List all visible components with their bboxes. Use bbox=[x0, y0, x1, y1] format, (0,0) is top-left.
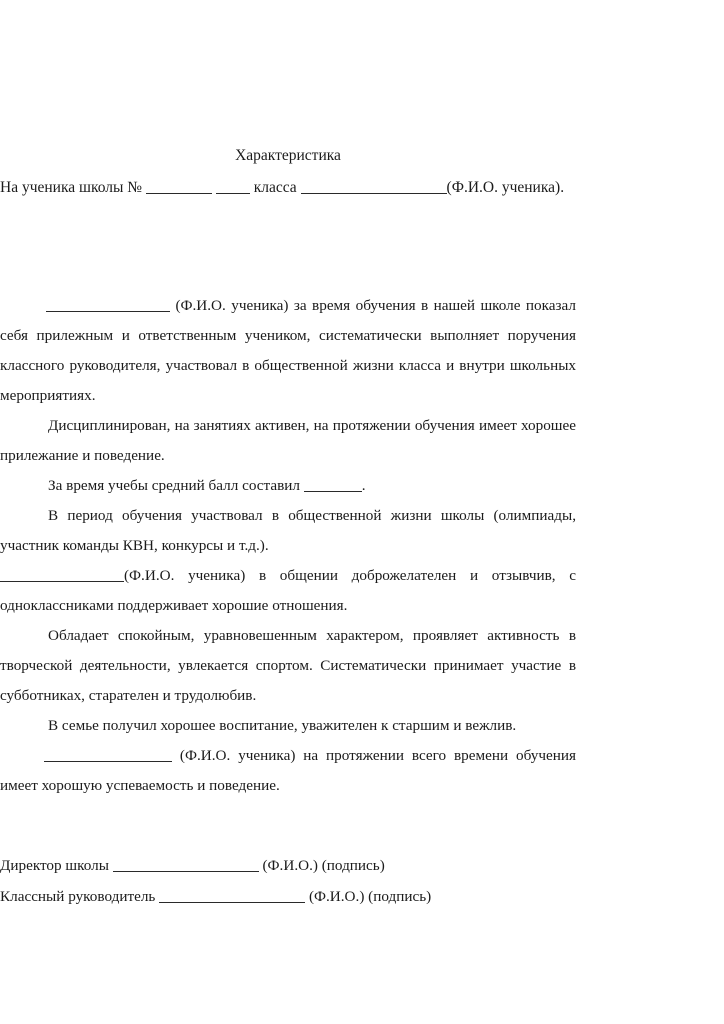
paragraph-communication-text: (Ф.И.О. ученика) в общении доброжелателен и отзывчив, с одноклассниками поддерживает хорошие отношения. bbox=[0, 567, 576, 614]
average-grade-blank[interactable] bbox=[304, 479, 362, 492]
paragraph-intro-text: (Ф.И.О. ученика) за время обучения в нашей школе показал себя прилежным и ответственным учеником, систематически выполняет поручения классного руководителя, участвовал в общественной жизни класса и внутри школьных мероприятиях. bbox=[0, 297, 576, 404]
class-word-label: класса bbox=[253, 179, 297, 196]
page-title: Характеристика bbox=[235, 147, 341, 164]
signature-row-class-teacher bbox=[0, 881, 576, 912]
school-number-blank[interactable] bbox=[146, 180, 212, 194]
student-name-blank-intro[interactable] bbox=[46, 299, 170, 312]
paragraph-family-text: В семье получил хорошее воспитание, уважителен к старшим и вежлив. bbox=[48, 717, 517, 734]
paragraph-discipline bbox=[0, 411, 576, 471]
paragraph-activities bbox=[0, 501, 576, 561]
paragraph-communication bbox=[0, 561, 576, 621]
student-name-blank-communication[interactable] bbox=[0, 569, 124, 582]
paragraph-conclusion bbox=[0, 741, 576, 801]
class-teacher-signature-blank[interactable] bbox=[159, 890, 305, 903]
paragraph-conclusion-text: (Ф.И.О. ученика) на протяжении всего времени обучения имеет хорошую успеваемость и поведение. bbox=[0, 747, 576, 794]
paragraph-character-text: Обладает спокойным, уравновешенным характером, проявляет активность в творческой деятельности, увлекается спортом. Систематически принимает участие в субботниках, старателен и трудолюбив. bbox=[0, 627, 576, 704]
average-grade-text-after: . bbox=[361, 477, 366, 494]
class-number-blank[interactable] bbox=[216, 180, 250, 194]
paragraph-character bbox=[0, 621, 576, 711]
paragraph-activities-text: В период обучения участвовал в общественной жизни школы (олимпиады, участник команды КВН, конкурсы и т.д.). bbox=[0, 507, 576, 554]
student-name-blank-conclusion[interactable] bbox=[44, 749, 172, 762]
body-paragraphs bbox=[0, 291, 576, 801]
average-grade-text-before: За время учебы средний балл составил bbox=[48, 477, 304, 494]
director-role-label: Директор школы bbox=[0, 857, 109, 874]
header-prefix-label: На ученика школы № bbox=[0, 179, 143, 196]
signature-block bbox=[0, 850, 576, 912]
student-name-blank[interactable] bbox=[301, 180, 447, 194]
paragraph-average-grade bbox=[0, 471, 576, 501]
paragraph-discipline-text: Дисциплинирован, на занятиях активен, на протяжении обучения имеет хорошее прилежание и поведение. bbox=[0, 417, 576, 464]
student-name-note: (Ф.И.О. ученика). bbox=[446, 179, 565, 196]
director-suffix-label: (Ф.И.О.) (подпись) bbox=[262, 857, 385, 874]
paragraph-family bbox=[0, 711, 576, 741]
class-teacher-role-label: Классный руководитель bbox=[0, 888, 156, 905]
class-teacher-suffix-label: (Ф.И.О.) (подпись) bbox=[308, 888, 432, 905]
director-signature-blank[interactable] bbox=[113, 859, 259, 872]
header-subject-line bbox=[0, 180, 576, 196]
paragraph-intro bbox=[0, 291, 576, 411]
signature-row-director bbox=[0, 850, 576, 881]
